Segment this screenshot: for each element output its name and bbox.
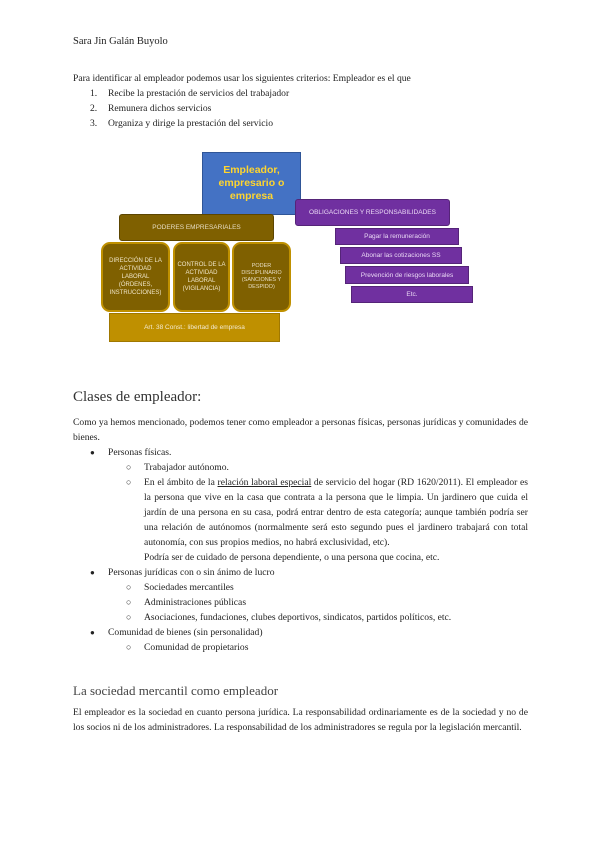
list-number: 1.: [90, 88, 98, 99]
list-text: de servicio del hogar (RD 1620/2011). El empleador es la persona que vive en la casa que contrata a la persona que le limpia. Un jardinero que cuida el jardín de una persona en su casa, podrá entrar dentro de esta categoría; aunque también podría ser una relación de autónomos (normalmente será esto segundo pues el jardinero trabajará con total autonomía, con sus propios medios, no habrá exclusividad, etc).: [144, 477, 528, 548]
sub-list-item: [73, 640, 528, 655]
list-item: [73, 101, 289, 116]
list-item: [73, 445, 528, 460]
intro-text: Para identificar al empleador podemos usar los siguientes criterios: Empleador es el que: [73, 73, 411, 84]
list-item: [73, 86, 289, 101]
list-text: Comunidad de bienes (sin personalidad): [108, 627, 263, 638]
list-text: Organiza y dirige la prestación del servicio: [108, 118, 273, 129]
sub-list-item: [73, 595, 528, 610]
circle-bullet-icon: ○: [126, 642, 132, 652]
list-text: Administraciones públicas: [144, 597, 247, 608]
circle-bullet-icon: ○: [126, 582, 132, 592]
list-text: Remunera dichos servicios: [108, 103, 212, 114]
criteria-list: [73, 86, 289, 131]
list-text: Recibe la prestación de servicios del trabajador: [108, 88, 290, 99]
list-text: Sociedades mercantiles: [144, 582, 234, 593]
circle-bullet-icon: ○: [126, 612, 132, 622]
obligation-item: Etc.: [351, 286, 473, 303]
list-text: Podría ser de cuidado de persona dependiente, o una persona que cocina, etc.: [144, 552, 440, 563]
continuation-text: [73, 550, 528, 565]
list-text: Personas jurídicas con o sin ánimo de lucro: [108, 567, 275, 578]
author-name: Sara Jin Galán Buyolo: [73, 36, 168, 47]
discipline-box: PODER DISCIPLINARIO (SANCIONES Y DESPIDO): [232, 242, 291, 312]
subsection-heading: La sociedad mercantil como empleador: [73, 683, 279, 698]
direction-box: DIRECCIÓN DE LA ACTIVIDAD LABORAL (ÓRDENES, INSTRUCCIONES): [101, 242, 170, 312]
sub-list-item: [73, 580, 528, 595]
section-heading: Clases de empleador:: [73, 389, 202, 405]
list-text: Asociaciones, fundaciones, clubes deportivos, sindicatos, partidos políticos, etc.: [144, 612, 452, 623]
circle-bullet-icon: ○: [126, 597, 132, 607]
sub-list-item: [73, 610, 528, 625]
sub-list-item: [73, 460, 528, 475]
list-text: En el ámbito de la: [144, 477, 218, 488]
list-item: [73, 565, 528, 580]
list-item: [73, 625, 528, 640]
list-text: Trabajador autónomo.: [144, 462, 229, 473]
list-text: Comunidad de propietarios: [144, 642, 249, 653]
bullet-icon: ●: [90, 568, 95, 577]
sub-list-item: [73, 475, 528, 550]
section-intro: Como ya hemos mencionado, podemos tener como empleador a personas físicas, personas jurídicas y comunidades de bienes.: [73, 417, 528, 443]
employer-box: Empleador, empresario o empresa: [202, 152, 301, 215]
special-relation-link[interactable]: relación laboral especial: [217, 477, 312, 488]
obligation-item: Prevención de riesgos laborales: [345, 266, 469, 284]
control-box: CONTROL DE LA ACTIVIDAD LABORAL (VIGILANCIA): [173, 242, 230, 312]
list-text: Personas físicas.: [108, 447, 172, 458]
obligation-item: Pagar la remuneración: [335, 228, 459, 245]
circle-bullet-icon: ○: [126, 462, 132, 472]
obligations-box: OBLIGACIONES Y RESPONSABILIDADES: [295, 199, 450, 226]
powers-box: PODERES EMPRESARIALES: [119, 214, 274, 241]
employer-types-list: [73, 445, 528, 655]
list-number: 2.: [90, 103, 98, 114]
list-number: 3.: [90, 118, 98, 129]
bullet-icon: ●: [90, 628, 95, 637]
list-item: [73, 116, 289, 131]
article-box: Art. 38 Const.: libertad de empresa: [109, 313, 280, 342]
obligation-item: Abonar las cotizaciones SS: [340, 247, 462, 264]
subsection-text: El empleador es la sociedad en cuanto persona jurídica. La responsabilidad ordinariamente es de la sociedad y no de los socios ni de los administradores. La responsabilidad de los administradores se regula por la legislación mercantil.: [73, 707, 528, 733]
circle-bullet-icon: ○: [126, 477, 132, 487]
bullet-icon: ●: [90, 448, 95, 457]
